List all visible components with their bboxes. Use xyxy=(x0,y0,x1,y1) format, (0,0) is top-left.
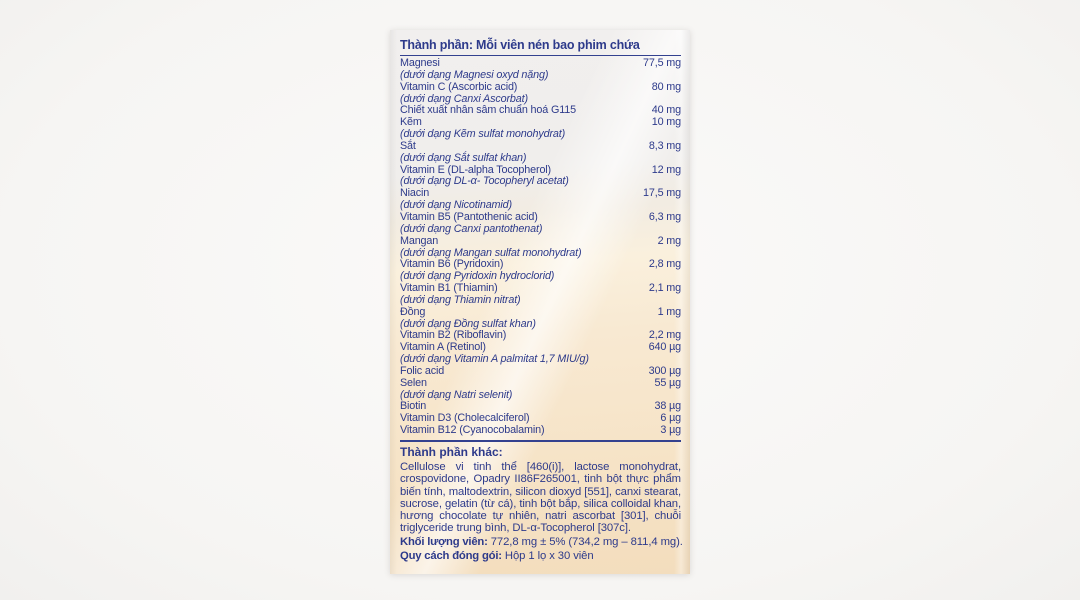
ingredient-name: Vitamin B5 (Pantothenic acid) xyxy=(400,210,538,223)
ingredients-list xyxy=(400,58,681,437)
ingredient-name: Chiết xuất nhân sâm chuẩn hoá G115 xyxy=(400,104,576,117)
ingredient-name: Vitamin B6 (Pyridoxin) xyxy=(400,258,504,271)
ingredient-note: (dưới dạng Canxi pantothenat) xyxy=(400,222,543,235)
ingredient-row xyxy=(400,378,681,390)
ingredient-name: Đồng xyxy=(400,305,426,318)
ingredient-name: Vitamin B1 (Thiamin) xyxy=(400,282,498,295)
ingredient-amount: 12 mg xyxy=(651,163,681,176)
ingredient-amount: 10 mg xyxy=(651,116,681,129)
ingredient-row xyxy=(400,105,681,117)
ingredient-row xyxy=(400,82,681,94)
ingredient-row xyxy=(400,366,681,378)
ingredient-name: Selen xyxy=(400,376,427,389)
ingredient-note: (dưới dạng Vitamin A palmitat 1,7 MIU/g) xyxy=(400,353,589,366)
ingredient-amount: 2,1 mg xyxy=(648,282,681,295)
ingredient-name: Vitamin A (Retinol) xyxy=(400,341,486,354)
ingredient-name: Vitamin C (Ascorbic acid) xyxy=(400,80,518,93)
ingredient-amount: 640 µg xyxy=(648,341,681,354)
ingredient-amount: 80 mg xyxy=(651,80,681,93)
ingredient-name: Vitamin E (DL-alpha Tocopherol) xyxy=(400,163,551,176)
ingredient-amount: 8,3 mg xyxy=(648,139,681,152)
ingredient-name: Mangan xyxy=(400,234,439,247)
ingredient-name: Folic acid xyxy=(400,364,445,377)
ingredient-amount: 1 mg xyxy=(657,305,681,318)
ingredient-note: (dưới dạng Mangan sulfat monohydrat) xyxy=(400,246,582,259)
ingredient-note: (dưới dạng Canxi Ascorbat) xyxy=(400,92,528,105)
ingredient-amount: 300 µg xyxy=(648,364,681,377)
ingredient-name: Magnesi xyxy=(400,57,440,69)
ingredient-note: (dưới dạng Nicotinamid) xyxy=(400,199,512,212)
ingredient-note: (dưới dạng Kẽm sulfat monohydrat) xyxy=(400,128,566,141)
ingredient-amount: 40 mg xyxy=(651,104,681,117)
ingredient-row xyxy=(400,307,681,319)
ingredient-note: (dưới dạng DL-α- Tocopheryl acetat) xyxy=(400,175,569,188)
ingredient-note: (dưới dạng Thiamin nitrat) xyxy=(400,293,521,306)
tablet-weight-value: 772,8 mg ± 5% (734,2 mg – 811,4 mg). xyxy=(487,535,683,548)
ingredient-note: (dưới dạng Natri selenit) xyxy=(400,388,513,401)
ingredient-amount: 2 mg xyxy=(657,234,681,247)
ingredient-note: (dưới dạng Pyridoxin hydroclorid) xyxy=(400,270,555,283)
ingredient-amount: 6,3 mg xyxy=(648,210,681,223)
section-divider xyxy=(400,440,681,442)
other-ingredients-title: Thành phần khác: xyxy=(400,445,503,459)
ingredient-name: Vitamin B12 (Cyanocobalamin) xyxy=(400,424,545,437)
ingredient-amount: 77,5 mg xyxy=(643,57,681,69)
packaging-value: Hộp 1 lọ x 30 viên xyxy=(501,549,594,562)
ingredients-header: Thành phần: Mỗi viên nén bao phim chứa xyxy=(400,38,640,52)
ingredient-name: Biotin xyxy=(400,400,427,413)
ingredient-amount: 2,2 mg xyxy=(648,329,681,342)
tablet-weight-label: Khối lượng viên: xyxy=(400,535,488,548)
ingredient-note: (dưới dạng Magnesi oxyd nặng) xyxy=(400,68,549,81)
ingredient-note: (dưới dạng Sắt sulfat khan) xyxy=(400,151,527,164)
ingredient-name: Sắt xyxy=(400,139,416,152)
supplement-box-label xyxy=(390,30,690,574)
label-content xyxy=(390,30,690,574)
ingredient-name: Vitamin B2 (Riboflavin) xyxy=(400,329,507,342)
ingredient-name: Kẽm xyxy=(400,116,422,129)
packaging-line xyxy=(400,550,681,563)
ingredient-row xyxy=(400,425,681,437)
ingredient-row xyxy=(400,141,681,153)
header-divider xyxy=(400,55,681,56)
packaging-label: Quy cách đóng gói: xyxy=(400,549,502,562)
ingredient-amount: 6 µg xyxy=(660,412,681,425)
ingredient-name: Niacin xyxy=(400,187,430,200)
ingredient-amount: 55 µg xyxy=(654,376,681,389)
ingredient-name: Vitamin D3 (Cholecalciferol) xyxy=(400,412,530,425)
ingredient-note: (dưới dạng Đồng sulfat khan) xyxy=(400,317,536,330)
ingredient-amount: 17,5 mg xyxy=(643,187,681,200)
other-ingredients-body: Cellulose vi tinh thể [460(i)], lactose monohydrat, crospovidone, Opadry II86F265001, tinh bột thực phẩm biến tính, maltodextrin, silicon dioxyd [551], canxi stearat, sucrose, gelatin (từ cá), tinh bột bắp, silica colloidal khan, hương chocolate tự nhiên, natri ascorbat [301], chuỗi triglyceride trung bình, DL-α-Tocopherol [307c]. xyxy=(400,461,681,535)
ingredient-amount: 38 µg xyxy=(654,400,681,413)
ingredient-row xyxy=(400,236,681,248)
tablet-weight-line xyxy=(400,536,681,549)
ingredient-amount: 3 µg xyxy=(660,424,681,437)
ingredient-amount: 2,8 mg xyxy=(648,258,681,271)
